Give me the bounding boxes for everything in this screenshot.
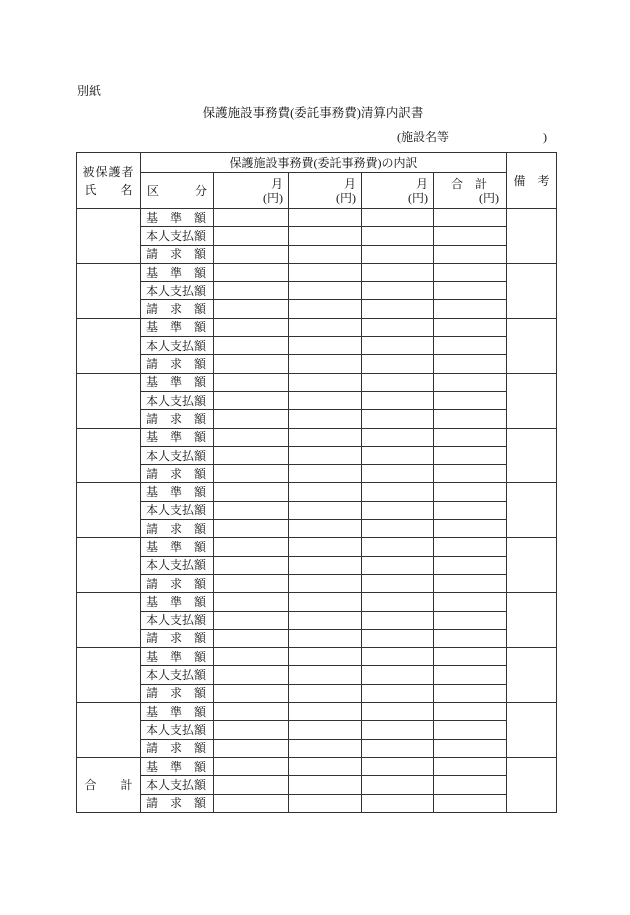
month-header-cell-1 [214,173,289,209]
header-row [77,173,557,209]
month-amount-cell [362,373,434,391]
month-amount-cell [362,355,434,373]
month-amount-cell [362,391,434,409]
table-row [77,373,557,391]
row-category-label: 請 求 額 [141,739,214,757]
table-row [77,538,557,556]
row-category-label: 基 準 額 [141,428,214,446]
row-category-label: 本人支払額 [141,282,214,300]
month-amount-cell [289,501,362,519]
month-amount-cell [289,355,362,373]
table-row [77,629,557,647]
attachment-label: 別紙 [77,84,102,98]
total-label: 合 計 [451,176,488,191]
total-amount-cell [434,428,507,446]
total-amount-cell [434,337,507,355]
table-row [77,574,557,592]
remarks-cell [507,209,557,264]
month-amount-cell [289,446,362,464]
recipient-name-cell [77,593,141,648]
month-amount-cell [362,483,434,501]
row-category-label: 基 準 額 [141,483,214,501]
month-amount-cell [362,300,434,318]
month-amount-cell [214,520,289,538]
row-category-label: 基 準 額 [141,538,214,556]
month-amount-cell [289,428,362,446]
row-category-label: 本人支払額 [141,666,214,684]
remarks-cell [507,703,557,758]
month-amount-cell [362,465,434,483]
total-amount-cell [434,757,507,775]
row-category-label: 請 求 額 [141,574,214,592]
month-amount-cell [289,794,362,812]
row-category-label: 請 求 額 [141,410,214,428]
month-amount-cell [214,538,289,556]
month-amount-cell [214,227,289,245]
recipient-header-top: 被保護者 [82,164,135,179]
total-amount-cell [434,227,507,245]
total-amount-cell [434,410,507,428]
row-category-label: 基 準 額 [141,209,214,227]
header-row [77,153,557,173]
month-amount-cell [289,483,362,501]
table-row [77,611,557,629]
month-amount-cell [362,684,434,702]
row-category-label: 本人支払額 [141,446,214,464]
remarks-cell [507,538,557,593]
document-title: 保護施設事務費(委託事務費)清算内訳書 [202,106,424,120]
month-amount-cell [214,648,289,666]
table-row [77,794,557,812]
yen-unit: (円) [336,190,356,205]
recipient-name-cell [77,318,141,373]
remarks-header-cell: 備 考 [507,153,557,209]
total-amount-cell [434,611,507,629]
table-row [77,666,557,684]
category-header-cell: 区 分 [141,173,214,209]
month-amount-cell [214,703,289,721]
month-amount-cell [289,721,362,739]
month-amount-cell [214,483,289,501]
total-amount-cell [434,556,507,574]
table-row [77,318,557,336]
recipient-name-cell [77,263,141,318]
total-amount-cell [434,593,507,611]
total-amount-cell [434,391,507,409]
row-category-label: 基 準 額 [141,263,214,281]
remarks-cell [507,373,557,428]
month-amount-cell [362,556,434,574]
remarks-cell [507,593,557,648]
row-category-label: 本人支払額 [141,721,214,739]
month-amount-cell [214,355,289,373]
total-amount-cell [434,300,507,318]
total-amount-cell [434,684,507,702]
month-amount-cell [362,629,434,647]
month-amount-cell [214,428,289,446]
month-amount-cell [214,666,289,684]
month-amount-cell [362,794,434,812]
total-amount-cell [434,465,507,483]
recipient-name-cell [77,428,141,483]
row-category-label: 本人支払額 [141,776,214,794]
recipient-name-cell [77,538,141,593]
row-category-label: 請 求 額 [141,684,214,702]
yen-unit: (円) [263,190,283,205]
table-row [77,300,557,318]
breakdown-header-cell: 保護施設事務費(委託事務費)の内訳 [141,153,507,173]
table-row [77,391,557,409]
month-amount-cell [214,574,289,592]
month-amount-cell [289,391,362,409]
month-amount-cell [214,739,289,757]
month-amount-cell [214,629,289,647]
recipient-name-cell [77,703,141,758]
row-category-label: 請 求 額 [141,300,214,318]
month-amount-cell [289,245,362,263]
table-row [77,593,557,611]
row-category-label: 基 準 額 [141,757,214,775]
month-amount-cell [362,776,434,794]
month-amount-cell [289,209,362,227]
month-amount-cell [214,757,289,775]
recipient-name-cell [77,373,141,428]
month-label: 月 [343,176,356,191]
recipient-name-cell [77,209,141,264]
table-row [77,520,557,538]
month-amount-cell [214,776,289,794]
row-category-label: 本人支払額 [141,556,214,574]
total-amount-cell [434,209,507,227]
month-amount-cell [289,263,362,281]
month-amount-cell [289,465,362,483]
table-row [77,721,557,739]
month-amount-cell [289,574,362,592]
total-header-cell [434,173,507,209]
month-amount-cell [289,703,362,721]
month-amount-cell [214,794,289,812]
row-category-label: 請 求 額 [141,520,214,538]
month-amount-cell [362,410,434,428]
month-amount-cell [214,209,289,227]
month-amount-cell [289,318,362,336]
month-amount-cell [289,300,362,318]
total-amount-cell [434,263,507,281]
month-amount-cell [289,648,362,666]
table-body [77,209,557,813]
month-amount-cell [289,410,362,428]
table-row [77,757,557,775]
table-row [77,446,557,464]
month-amount-cell [362,501,434,519]
month-amount-cell [362,593,434,611]
month-amount-cell [289,520,362,538]
table-row [77,355,557,373]
row-category-label: 本人支払額 [141,611,214,629]
month-amount-cell [214,721,289,739]
total-amount-cell [434,703,507,721]
table-row [77,337,557,355]
total-amount-cell [434,501,507,519]
table-row [77,227,557,245]
month-amount-cell [289,611,362,629]
month-label: 月 [415,176,428,191]
month-amount-cell [289,684,362,702]
facility-name-label: (施設名等 [397,130,449,144]
row-category-label: 基 準 額 [141,703,214,721]
row-category-label: 基 準 額 [141,648,214,666]
month-amount-cell [214,282,289,300]
month-amount-cell [362,209,434,227]
month-header-cell-3 [362,173,434,209]
total-amount-cell [434,739,507,757]
month-amount-cell [214,337,289,355]
month-amount-cell [214,684,289,702]
total-amount-cell [434,355,507,373]
row-category-label: 基 準 額 [141,373,214,391]
month-amount-cell [214,556,289,574]
table-row [77,209,557,227]
month-label: 月 [270,176,283,191]
total-amount-cell [434,318,507,336]
month-amount-cell [289,373,362,391]
total-amount-cell [434,574,507,592]
month-amount-cell [289,538,362,556]
table-row [77,483,557,501]
total-amount-cell [434,776,507,794]
month-amount-cell [289,666,362,684]
month-amount-cell [214,245,289,263]
month-amount-cell [362,245,434,263]
row-category-label: 本人支払額 [141,501,214,519]
row-category-label: 請 求 額 [141,465,214,483]
month-amount-cell [214,263,289,281]
month-amount-cell [214,593,289,611]
month-amount-cell [214,318,289,336]
month-amount-cell [214,501,289,519]
table-row [77,465,557,483]
month-amount-cell [362,721,434,739]
remarks-cell [507,483,557,538]
total-amount-cell [434,373,507,391]
row-category-label: 基 準 額 [141,318,214,336]
table-row [77,556,557,574]
row-category-label: 本人支払額 [141,227,214,245]
table-row [77,684,557,702]
row-category-label: 請 求 額 [141,794,214,812]
total-amount-cell [434,648,507,666]
month-amount-cell [289,593,362,611]
table-row [77,739,557,757]
remarks-cell [507,263,557,318]
yen-unit: (円) [408,190,428,205]
row-category-label: 請 求 額 [141,629,214,647]
total-amount-cell [434,282,507,300]
row-category-label: 請 求 額 [141,355,214,373]
month-amount-cell [362,648,434,666]
month-amount-cell [362,282,434,300]
month-amount-cell [362,318,434,336]
total-amount-cell [434,520,507,538]
month-amount-cell [214,611,289,629]
remarks-cell [507,318,557,373]
table-row [77,648,557,666]
total-amount-cell [434,666,507,684]
total-amount-cell [434,794,507,812]
total-amount-cell [434,629,507,647]
month-header-cell-2 [289,173,362,209]
month-amount-cell [362,520,434,538]
month-amount-cell [362,263,434,281]
month-amount-cell [362,538,434,556]
month-amount-cell [214,300,289,318]
table-row [77,245,557,263]
yen-unit: (円) [479,190,500,205]
month-amount-cell [214,391,289,409]
recipient-name-cell [77,483,141,538]
month-amount-cell [362,428,434,446]
total-label-cell: 合 計 [77,757,141,812]
settlement-table [76,152,557,813]
row-category-label: 本人支払額 [141,337,214,355]
row-category-label: 基 準 額 [141,593,214,611]
month-amount-cell [289,227,362,245]
month-amount-cell [362,739,434,757]
month-amount-cell [289,282,362,300]
recipient-header-bottom: 氏 名 [84,182,133,197]
month-amount-cell [214,465,289,483]
month-amount-cell [214,446,289,464]
row-category-label: 請 求 額 [141,245,214,263]
total-amount-cell [434,446,507,464]
month-amount-cell [289,556,362,574]
remarks-cell [507,648,557,703]
month-amount-cell [362,666,434,684]
remarks-cell [507,757,557,812]
month-amount-cell [362,446,434,464]
facility-name-close: ) [543,130,547,144]
month-amount-cell [362,227,434,245]
month-amount-cell [362,574,434,592]
table-row [77,428,557,446]
total-amount-cell [434,538,507,556]
total-amount-cell [434,245,507,263]
table-row [77,703,557,721]
total-amount-cell [434,483,507,501]
month-amount-cell [289,629,362,647]
month-amount-cell [289,776,362,794]
remarks-cell [507,428,557,483]
month-amount-cell [289,757,362,775]
table-row [77,282,557,300]
month-amount-cell [362,703,434,721]
recipient-header-cell [77,153,141,209]
total-amount-cell [434,721,507,739]
month-amount-cell [214,410,289,428]
table-row [77,410,557,428]
table-row [77,263,557,281]
table-row [77,501,557,519]
recipient-name-cell [77,648,141,703]
month-amount-cell [362,757,434,775]
month-amount-cell [362,611,434,629]
table-row [77,776,557,794]
month-amount-cell [362,337,434,355]
month-amount-cell [289,337,362,355]
row-category-label: 本人支払額 [141,391,214,409]
month-amount-cell [214,373,289,391]
month-amount-cell [289,739,362,757]
